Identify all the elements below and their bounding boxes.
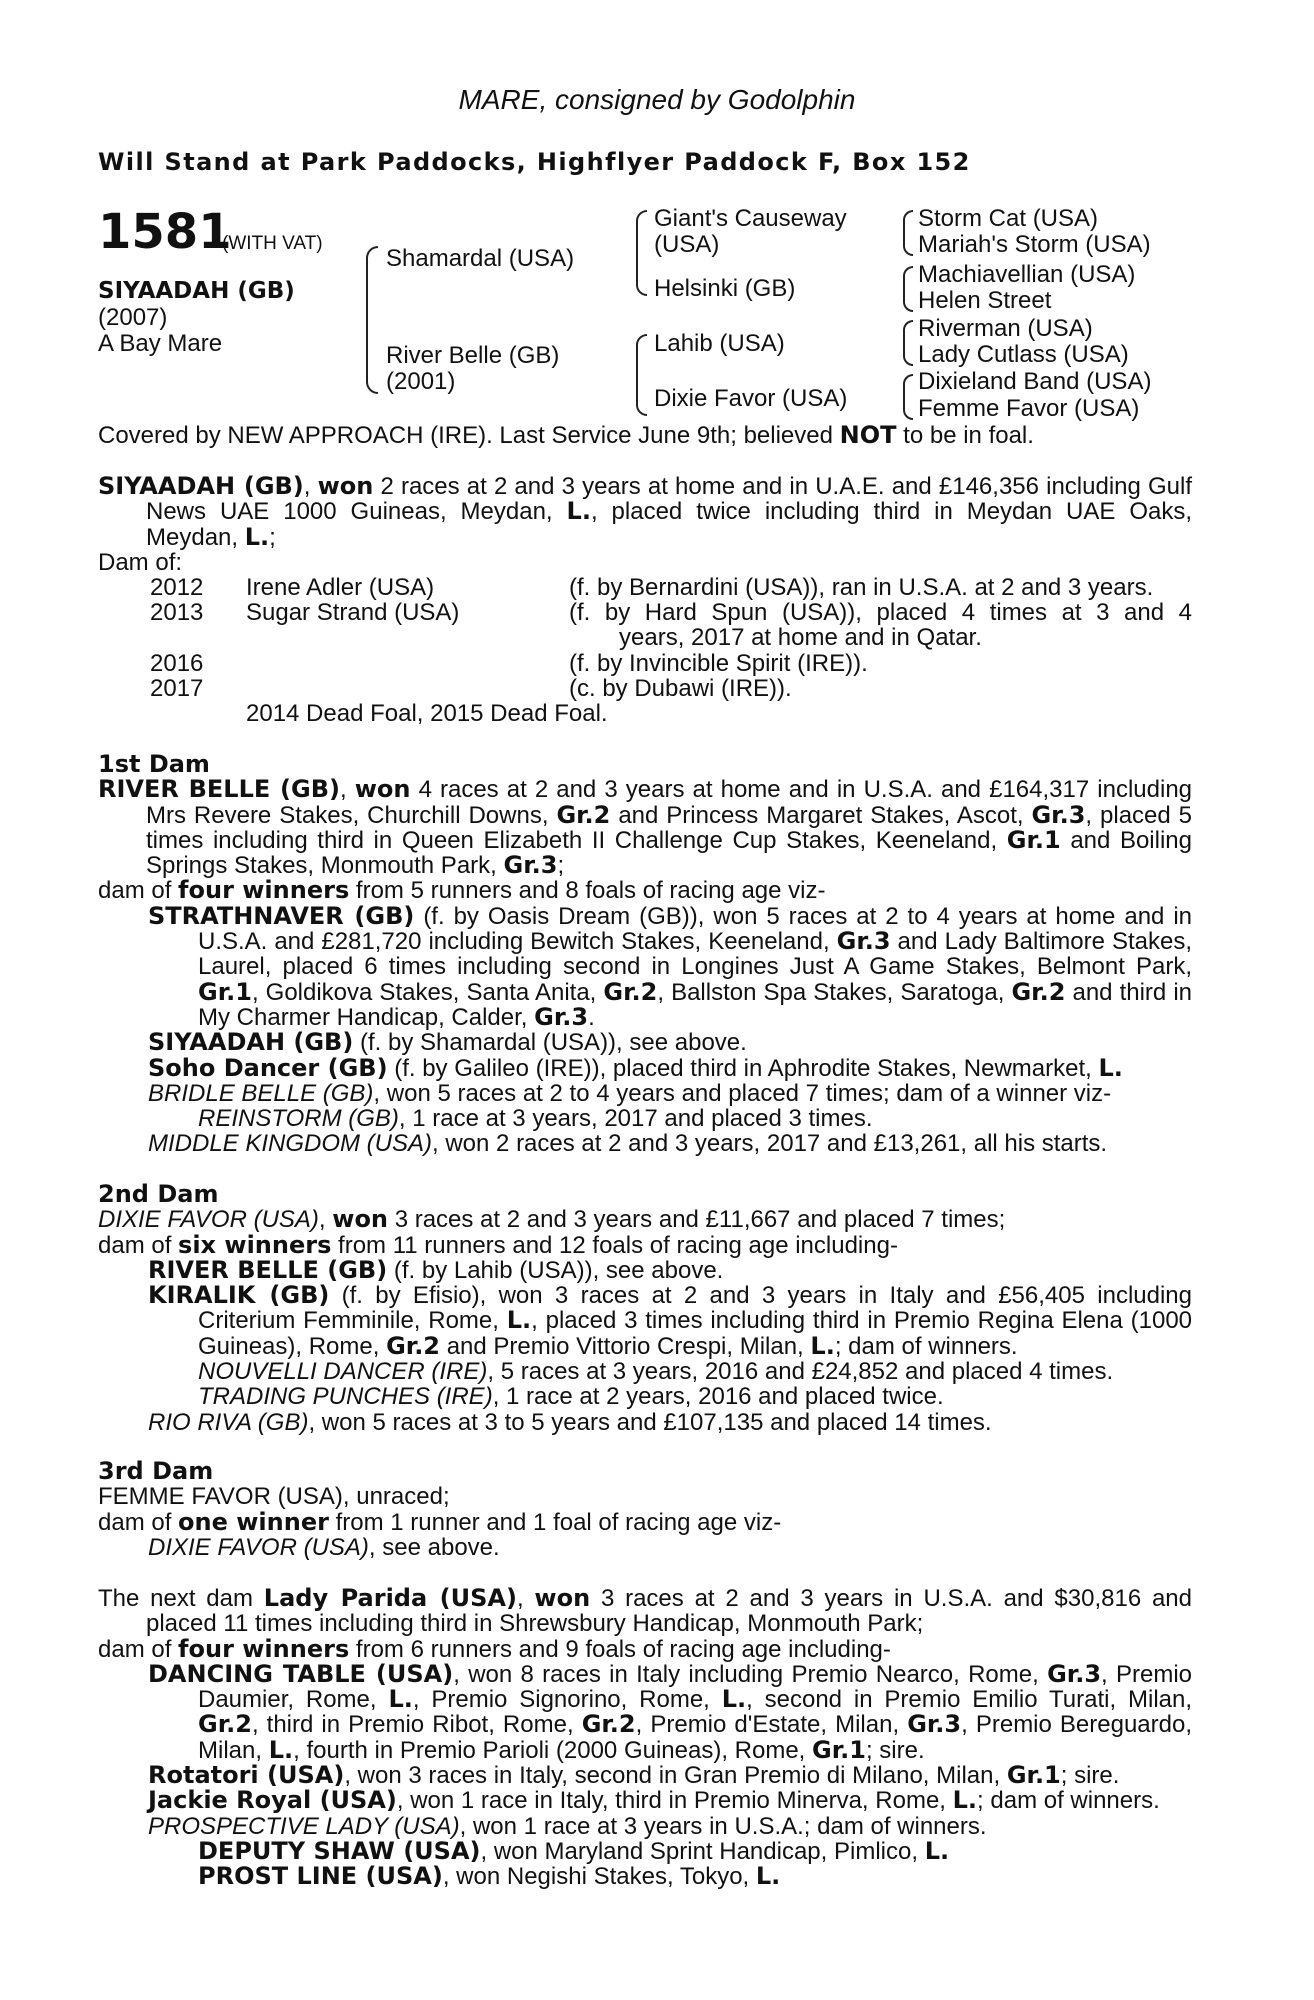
produce-year-2013: 2013	[150, 599, 204, 626]
pedigree-g4: Helen Street	[918, 287, 1052, 314]
lot-year: (2007)	[98, 304, 168, 331]
pedigree-g2: Mariah's Storm (USA)	[918, 231, 1151, 258]
produce-detail-2017: (c. by Dubawi (IRE)).	[569, 675, 792, 702]
page-title: MARE, consigned by Godolphin	[458, 84, 856, 115]
pedigree-g7: Dixieland Band (USA)	[918, 368, 1152, 395]
location-line: Will Stand at Park Paddocks, Highflyer Paddock F, Box 152	[98, 148, 971, 176]
second-dam-section: 2nd Dam DIXIE FAVOR (USA), won 3 races at 2 and 3 years and £11,667 and placed 7 times; dam of six winners from 11 runners and 12 foals of racing age including- RIVER BELLE (GB) (f. by Lahib (USA)), see above. KIRALIK (GB) (f. by Efisio), won 3 races at 2 and 3 years in Italy and £56,405 including Criterium Femminile, Rome, L., placed 3 times including third in Premio Regina Elena (1000 Guineas), Rome, Gr.2 and Premio Vittorio Crespi, Milan, L.; dam of winners. NOUVELLI DANCER (IRE), 5 races at 3 years, 2016 and £24,852 and placed 4 times. TRADING PUNCHES (IRE), 1 race at 2 years, 2016 and placed twice. RIO RIVA (GB), won 5 races at 3 to 5 years and £107,135 and placed 14 times.	[98, 1180, 1193, 1436]
produce-detail-2016: (f. by Invincible Spirit (IRE)).	[569, 650, 868, 677]
grandsire-bracket-2	[903, 266, 913, 312]
produce-year-2016: 2016	[150, 650, 204, 677]
pedigree-g1: Storm Cat (USA)	[918, 205, 1099, 232]
pedigree-sire: Shamardal (USA)	[386, 245, 575, 272]
first-dam-section: 1st Dam RIVER BELLE (GB), won 4 races at 2 and 3 years at home and in U.S.A. and £164,317 including Mrs Revere Stakes, Churchill Downs, Gr.2 and Princess Margaret Stakes, Ascot, Gr.3, placed 5 times including third in Queen Elizabeth II Challenge Cup Stakes, Keeneland, Gr.1 and Boiling Springs Stakes, Monmouth Park, Gr.3; dam of four winners from 5 runners and 8 foals of racing age viz- STRATHNAVER (GB) (f. by Oasis Dream (GB)), won 5 races at 2 to 4 years at home and in U.S.A. and £281,720 including Bewitch Stakes, Keeneland, Gr.3 and Lady Baltimore Stakes, Laurel, placed 6 times including second in Longines Just A Game Stakes, Belmont Park, Gr.1, Goldikova Stakes, Santa Anita, Gr.2, Ballston Spa Stakes, Saratoga, Gr.2 and third in My Charmer Handicap, Calder, Gr.3. SIYAADAH (GB) (f. by Shamardal (USA)), see above. Soho Dancer (GB) (f. by Galileo (IRE)), placed third in Aphrodite Stakes, Newmarket, L. BRIDLE BELLE (GB), won 5 races at 2 to 4 years and placed 7 times; dam of a winner viz- REINSTORM (GB), 1 race at 3 years, 2017 and placed 3 times. MIDDLE KINGDOM (USA), won 2 races at 2 and 3 years, 2017 and £13,261, all his starts.	[98, 750, 1193, 1158]
lot-name: SIYAADAH (GB)	[98, 278, 295, 304]
pedigree-g6: Lady Cutlass (USA)	[918, 341, 1129, 368]
next-dam-section: The next dam Lady Parida (USA), won 3 races at 2 and 3 years in U.S.A. and $30,816 and placed 11 times including third in Shrewsbury Handicap, Monmouth Park; dam of four winners from 6 runners and 9 foals of racing age including- DANCING TABLE (USA), won 8 races in Italy including Premio Nearco, Rome, Gr.3, Premio Daumier, Rome, L., Premio Signorino, Rome, L., second in Premio Emilio Turati, Milan, Gr.2, third in Premio Ribot, Rome, Gr.2, Premio d'Estate, Milan, Gr.3, Premio Bereguardo, Milan, L., fourth in Premio Parioli (2000 Guineas), Rome, Gr.1; sire. Rotatori (USA), won 3 races in Italy, second in Gran Premio di Milano, Milan, Gr.1; sire. Jackie Royal (USA), won 1 race in Italy, third in Premio Minerva, Rome, L.; dam of winners. PROSPECTIVE LADY (USA), won 1 race at 3 years in U.S.A.; dam of winners. DEPUTY SHAW (USA), won Maryland Sprint Handicap, Pimlico, L. PROST LINE (USA), won Negishi Stakes, Tokyo, L.	[98, 1584, 1193, 1891]
lot-description: A Bay Mare	[98, 330, 223, 357]
produce-name-2012: Irene Adler (USA)	[246, 574, 435, 601]
pedigree-sire-sire-country: (USA)	[654, 231, 720, 258]
produce-year-2012: 2012	[150, 574, 204, 601]
produce-name-2013: Sugar Strand (USA)	[246, 599, 460, 626]
lot-number: 1581	[98, 204, 232, 260]
covered-line: Covered by NEW APPROACH (IRE). Last Service June 9th; believed NOT to be in foal.	[98, 421, 1034, 449]
dead-foals: 2014 Dead Foal, 2015 Dead Foal.	[246, 700, 608, 727]
produce-detail-2013-cont: years, 2017 at home and in Qatar.	[619, 624, 982, 651]
third-dam-heading: 3rd Dam	[98, 1457, 214, 1485]
produce-detail-2013: (f. by Hard Spun (USA)), placed 4 times at 3 and 4	[569, 599, 1192, 626]
dam-line-bracket	[636, 334, 647, 416]
first-dam-heading: 1st Dam	[98, 750, 210, 778]
pedigree-dam-year: (2001)	[386, 368, 456, 395]
pedigree-dam-sire: Lahib (USA)	[654, 330, 785, 357]
sire-dam-bracket	[366, 246, 378, 394]
second-dam-heading: 2nd Dam	[98, 1180, 219, 1208]
third-dam-section: 3rd Dam FEMME FAVOR (USA), unraced; dam of one winner from 1 runner and 1 foal of racing age viz- DIXIE FAVOR (USA), see above.	[98, 1459, 1192, 1560]
pedigree-sire-sire: Giant's Causeway	[654, 205, 847, 232]
pedigree-g3: Machiavellian (USA)	[918, 261, 1136, 288]
pedigree-dam: River Belle (GB)	[386, 342, 560, 369]
pedigree-g5: Riverman (USA)	[918, 315, 1093, 342]
grandsire-bracket-3	[903, 320, 913, 366]
produce-year-2017: 2017	[150, 675, 204, 702]
sire-line-bracket	[636, 210, 647, 296]
pedigree-dam-dam: Dixie Favor (USA)	[654, 385, 848, 412]
produce-detail-2012: (f. by Bernardini (USA)), ran in U.S.A. at 2 and 3 years.	[569, 574, 1154, 601]
grandsire-bracket-1	[903, 210, 913, 256]
dam-of-label: Dam of:	[98, 548, 183, 576]
mare-record: SIYAADAH (GB), won 2 races at 2 and 3 years at home and in U.A.E. and £146,356 including Gulf News UAE 1000 Guineas, Meydan, L., placed twice including third in Meydan UAE Oaks, Meydan, L.; Dam of:	[98, 472, 1193, 576]
pedigree-g8: Femme Favor (USA)	[918, 395, 1140, 422]
vat-note: (WITH VAT)	[222, 233, 323, 254]
grandsire-bracket-4	[903, 374, 913, 420]
pedigree-sire-dam: Helsinki (GB)	[654, 275, 796, 302]
